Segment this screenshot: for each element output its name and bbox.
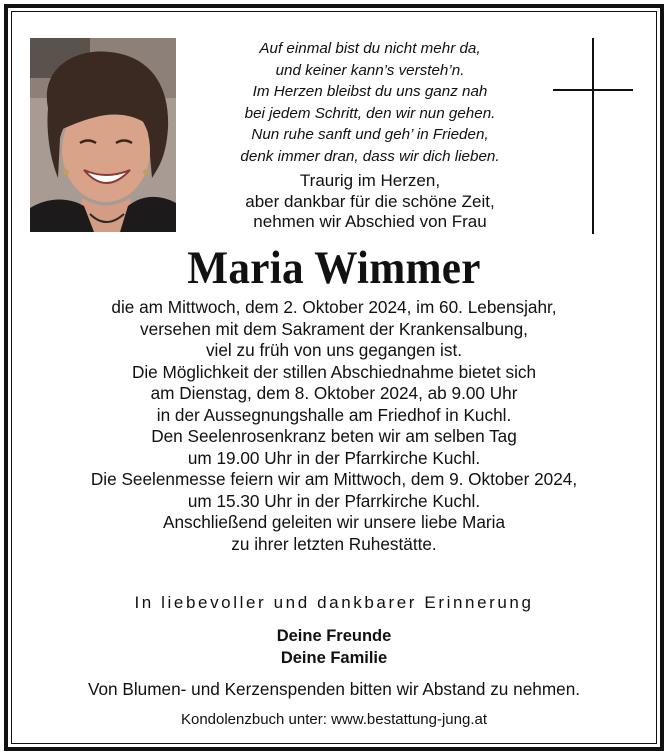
poem-line: bei jedem Schritt, den wir nun gehen. xyxy=(244,104,496,122)
donation-request: Von Blumen- und Kerzenspenden bitten wir Abstand zu nehmen. xyxy=(87,679,581,699)
memory-line: In liebevoller und dankbarer Erinnerung xyxy=(134,593,534,612)
body-line: in der Aussegnungshalle am Friedhof in Kuchl. xyxy=(156,404,512,425)
body-line: am Dienstag, dem 8. Oktober 2024, ab 9.00 Uhr xyxy=(150,383,518,403)
signer: Deine Freunde xyxy=(276,627,392,645)
intro-text xyxy=(200,171,540,233)
signers xyxy=(0,625,668,669)
deceased-name: Maria Wimmer xyxy=(187,242,481,294)
condolence-book: Kondolenzbuch unter: www.bestattung-jung.at xyxy=(180,711,488,728)
poem-line: Im Herzen bleibst du uns ganz nah xyxy=(252,83,488,100)
intro-line: aber dankbar für die schöne Zeit, xyxy=(245,191,495,211)
body-line: um 15.30 Uhr in der Pfarrkirche Kuchl. xyxy=(187,490,481,511)
portrait-photo xyxy=(30,38,176,232)
body-line: Anschließend geleiten wir unsere liebe Maria xyxy=(162,512,506,532)
body-line: versehen mit dem Sakrament der Krankensalbung, xyxy=(140,318,528,339)
poem-line: denk immer dran, dass wir dich lieben. xyxy=(240,147,500,165)
poem-line: und keiner kann’s versteh’n. xyxy=(275,61,465,79)
poem-line: Auf einmal bist du nicht mehr da, xyxy=(259,40,481,57)
poem-line: Nun ruhe sanft und geh’ in Frieden, xyxy=(251,126,489,143)
intro-line: nehmen wir Abschied von Frau xyxy=(253,212,487,231)
body-line: Die Seelenmesse feiern wir am Mittwoch, dem 9. Oktober 2024, xyxy=(90,469,578,489)
signer: Deine Familie xyxy=(280,649,388,667)
announcement-body xyxy=(0,297,668,555)
body-line: Den Seelenrosenkranz beten wir am selben Tag xyxy=(151,426,517,446)
cross-icon xyxy=(553,38,633,234)
body-line: viel zu früh von uns gegangen ist. xyxy=(205,340,463,360)
intro-line: Traurig im Herzen, xyxy=(299,171,441,190)
body-line: zu ihrer letzten Ruhestätte. xyxy=(231,533,437,554)
poem xyxy=(200,38,540,167)
body-line: die am Mittwoch, dem 2. Oktober 2024, im 60. Lebensjahr, xyxy=(111,297,557,317)
body-line: Die Möglichkeit der stillen Abschiednahme bietet sich xyxy=(131,361,537,382)
body-line: um 19.00 Uhr in der Pfarrkirche Kuchl. xyxy=(187,447,481,468)
